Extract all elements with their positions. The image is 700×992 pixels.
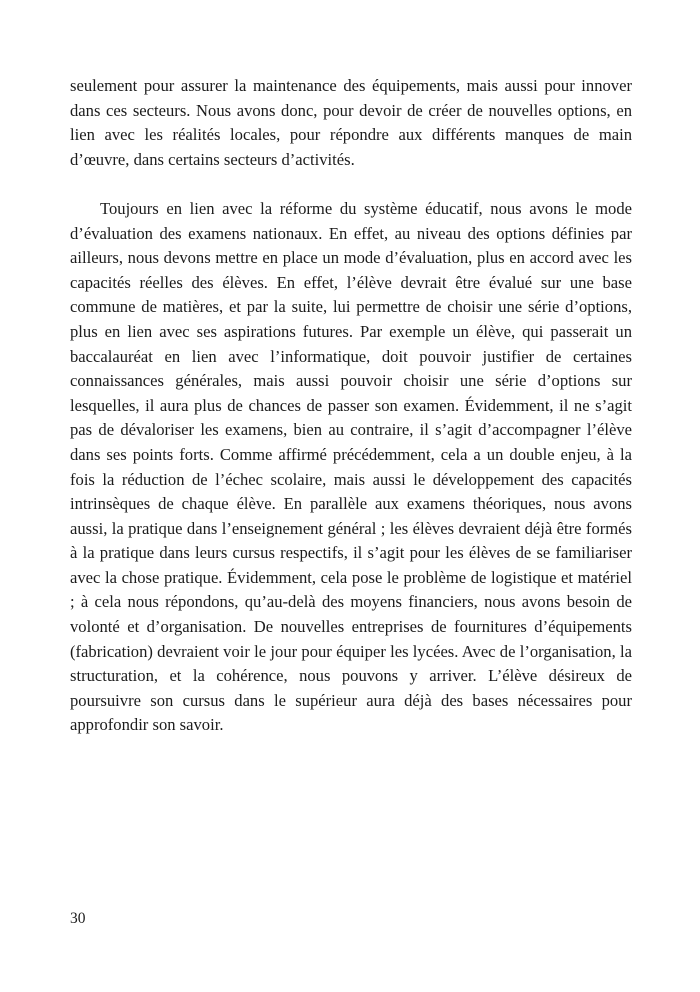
paragraph-continuation: seulement pour assurer la maintenance des équipements, mais aussi pour innover dans ces secteurs. Nous avons donc, pour devoir de créer de nouvelles options, en lien avec les réalités locales, pour répondre aux différents manques de main d’œuvre, dans certains secteurs d’activités. [70,76,632,169]
body-text [70,74,632,738]
paragraph: Toujours en lien avec la réforme du système éducatif, nous avons le mode d’évaluation des examens nationaux. En effet, au niveau des options définies par ailleurs, nous devons mettre en place un mode d’évaluation, plus en accord avec les capacités réelles des élèves. En effet, l’élève devrait être évalué sur une base commune de matières, et par la suite, lui permettre de choisir une série d’options, plus en lien avec ses aspirations futures. Par exemple un élève, qui passerait un baccalauréat en lien avec l’informatique, doit pouvoir justifier de certaines connaissances générales, mais aussi pouvoir choisir une série d’options sur lesquelles, il aura plus de chances de passer son examen. Évidemment, il ne s’agit pas de dévaloriser les examens, bien au contraire, il s’agit d’accompagner l’élève dans ses points forts. Comme affirmé précédemment, cela a un double enjeu, à la fois la réduction de l’échec scolaire, mais aussi le développement des capacités intrinsèques de chaque élève. En parallèle aux examens théoriques, nous avons aussi, la pratique dans l’enseignement général ; les élèves devraient déjà être formés à la pratique dans leurs cursus respectifs, il s’agit pour les élèves de se familiariser avec la chose pratique. Évidemment, cela pose le problème de logistique et matériel ; à cela nous répondons, qu’au-delà des moyens financiers, nous avons besoin de volonté et d’organisation. De nouvelles entreprises de fournitures d’équipements (fabrication) devraient voir le jour pour équiper les lycées. Avec de l’organisation, la structuration, et la cohérence, nous pouvons y arriver. L’élève désireux de poursuivre son cursus dans le supérieur aura déjà des bases nécessaires pour approfondir son savoir. [70,198,632,735]
page-number: 30 [70,910,86,927]
